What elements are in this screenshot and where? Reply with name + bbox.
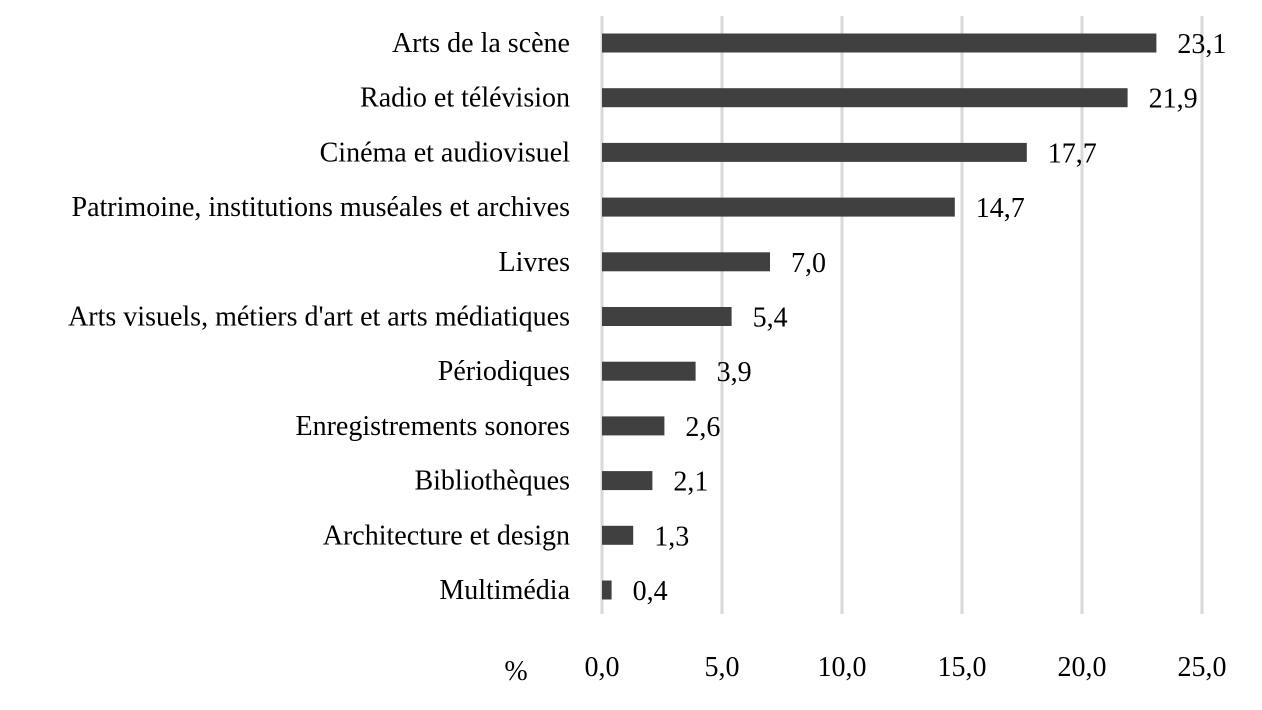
category-label: Cinéma et audiovisuel [319, 137, 570, 169]
x-tick-label: 15,0 [937, 652, 987, 683]
bar [602, 581, 612, 600]
bar [602, 34, 1156, 53]
data-label: 5,4 [752, 302, 788, 334]
bar [602, 88, 1128, 107]
data-label: 21,9 [1148, 83, 1198, 115]
category-labels [68, 28, 570, 606]
x-tick-label: 10,0 [817, 652, 867, 683]
data-label: 2,1 [673, 466, 709, 498]
category-label: Périodiques [437, 356, 570, 388]
data-label: 1,3 [654, 521, 690, 553]
category-label: Enregistrements sonores [295, 410, 570, 442]
x-axis-label: % [504, 656, 528, 687]
bar [602, 307, 732, 326]
category-label: Arts de la scène [391, 28, 570, 59]
data-label: 14,7 [975, 193, 1025, 225]
data-label: 17,7 [1047, 138, 1097, 170]
data-label: 2,6 [685, 411, 721, 443]
bar [602, 143, 1027, 162]
category-label: Multimédia [439, 575, 570, 606]
bar [602, 471, 652, 490]
category-label: Livres [498, 246, 570, 278]
x-tick-label: 5,0 [704, 652, 740, 683]
x-tick-label: 20,0 [1057, 652, 1107, 683]
category-label: Bibliothèques [414, 465, 570, 497]
category-label: Arts visuels, métiers d'art et arts médiatiques [68, 301, 570, 333]
data-label: 3,9 [716, 357, 752, 389]
data-label: 0,4 [632, 576, 668, 607]
data-label: 23,1 [1177, 29, 1227, 60]
category-label: Patrimoine, institutions muséales et archives [71, 192, 570, 224]
category-label: Architecture et design [322, 520, 570, 552]
category-label: Radio et télévision [360, 82, 570, 114]
bar [602, 198, 955, 217]
x-tick-label: 25,0 [1177, 652, 1227, 683]
bar [602, 362, 696, 381]
x-axis-ticks [585, 652, 1227, 683]
bars [602, 34, 1156, 600]
data-label: 7,0 [791, 247, 826, 279]
bar [602, 252, 770, 271]
bar [602, 416, 664, 435]
x-tick-label: 0,0 [584, 652, 620, 683]
bar [602, 526, 633, 545]
